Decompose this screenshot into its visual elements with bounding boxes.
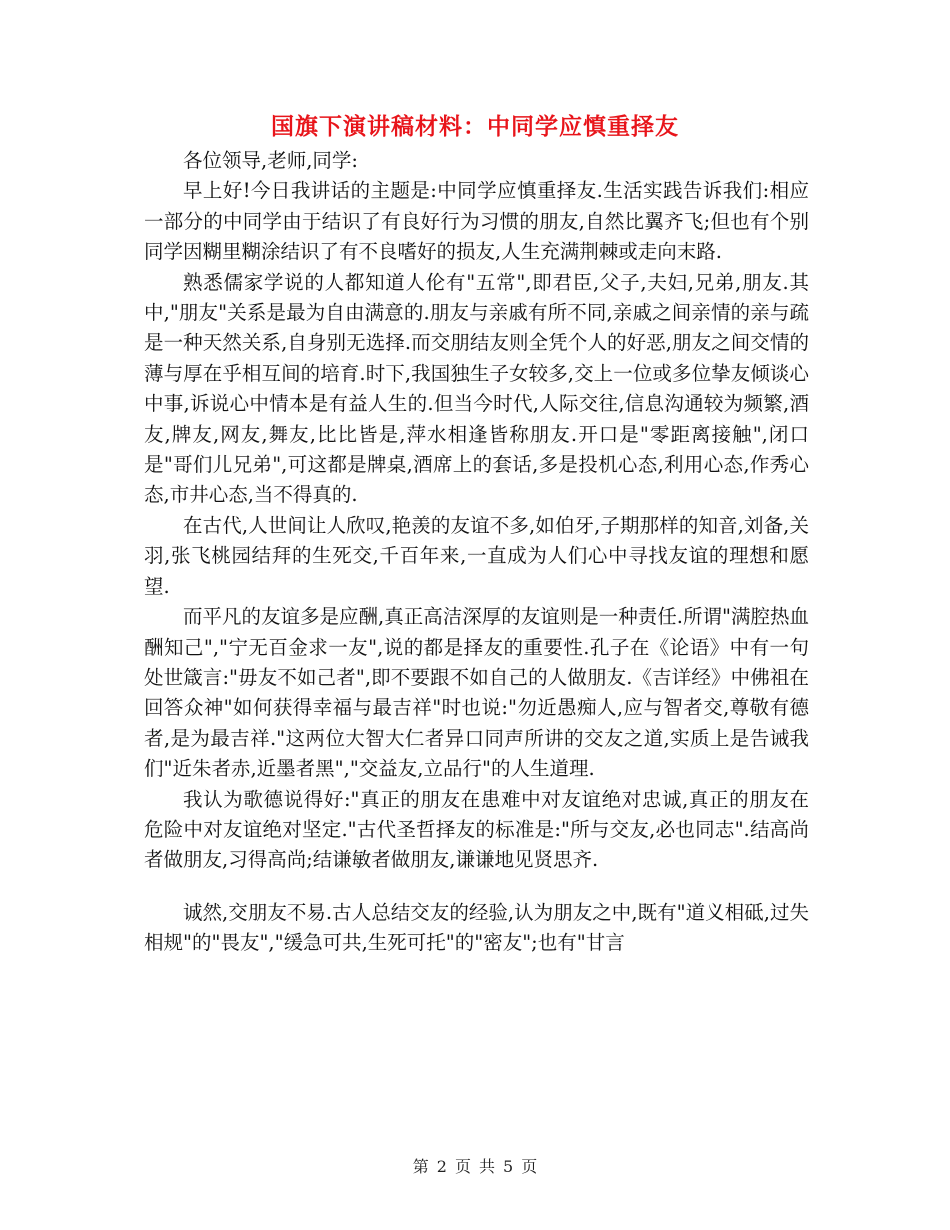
current-page-number: 2 xyxy=(436,1157,447,1176)
page-label-mid2: 共 xyxy=(479,1157,496,1176)
body-paragraph: 而平凡的友谊多是应酬,真正高洁深厚的友谊则是一种责任.所谓"满腔热血酬知己","宁无百金求一友",说的都是择友的重要性.孔子在《论语》中有一句处世箴言:"毋友不如己者",即不要跟不如自己的人做朋友.《吉详经》中佛祖在回答众神"如何获得幸福与最吉祥"时也说:"勿近愚痴人,应与智者交,尊敬有德者,是为最吉祥."这两位大智大仁者异口同声所讲的交友之道,实质上是告诫我们"近朱者赤,近墨者黑","交益友,立品行"的人生道理. xyxy=(144,605,809,781)
body-paragraph: 早上好!今日我讲话的主题是:中同学应慎重择友.生活实践告诉我们:相应一部分的中同学由于结识了有良好行为习惯的朋友,自然比翼齐飞;但也有个别同学因糊里糊涂结识了有不良嗜好的损友,人生充满荆棘或走向末路. xyxy=(144,179,809,264)
page-footer xyxy=(0,1154,950,1177)
body-paragraph: 我认为歌德说得好:"真正的朋友在患难中对友谊绝对忠诚,真正的朋友在危险中对友谊绝对坚定."古代圣哲择友的标准是:"所与交友,必也同志".结高尚者做朋友,习得高尚;结谦敏者做朋友,谦谦地见贤思齐. xyxy=(144,787,809,872)
document-body xyxy=(144,146,809,959)
body-paragraph: 在古代,人世间让人欣叹,艳羡的友谊不多,如伯牙,子期那样的知音,刘备,关羽,张飞桃园结拜的生死交,千百年来,一直成为人们心中寻找友谊的理想和愿望. xyxy=(144,513,809,598)
page-label-mid1: 页 xyxy=(454,1157,471,1176)
body-paragraph: 熟悉儒家学说的人都知道人伦有"五常",即君臣,父子,夫妇,兄弟,朋友.其中,"朋友"关系是最为自由满意的.朋友与亲戚有所不同,亲戚之间亲情的亲与疏是一种天然关系,自身别无选择.而交朋结友则全凭个人的好恶,朋友之间交情的薄与厚在乎相互间的培育.时下,我国独生子女较多,交上一位或多位挚友倾谈心中事,诉说心中情本是有益人生的.但当今时代,人际交往,信息沟通较为频繁,酒友,牌友,网友,舞友,比比皆是,萍水相逢皆称朋友.开口是"零距离接触",闭口是"哥们儿兄弟",可这都是牌桌,酒席上的套话,多是投机心态,利用心态,作秀心态,市井心态,当不得真的. xyxy=(144,270,809,507)
page-title: 国旗下演讲稿材料：中同学应慎重择友 xyxy=(271,114,679,140)
body-paragraph: 诚然,交朋友不易.古人总结交友的经验,认为朋友之中,既有"道义相砥,过失相规"的"畏友","缓急可共,生死可托"的"密友";也有"甘言 xyxy=(144,900,809,955)
total-pages-number: 5 xyxy=(503,1157,514,1176)
page-label-prefix: 第 xyxy=(412,1157,429,1176)
salutation-paragraph: 各位领导,老师,同学: xyxy=(183,149,358,172)
page-label-suffix: 页 xyxy=(521,1157,538,1176)
